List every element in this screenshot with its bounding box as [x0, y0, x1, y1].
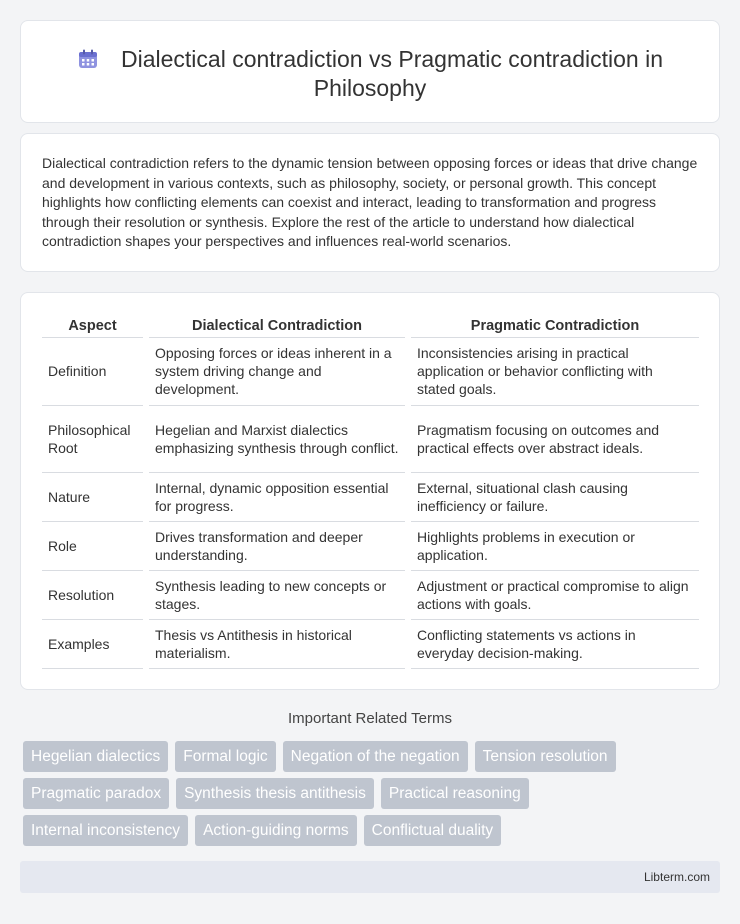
calendar-icon — [77, 48, 99, 70]
intro-card — [20, 133, 720, 272]
tag-row — [23, 778, 713, 809]
dialectical-cell: Thesis vs Antithesis in historical materialism. — [146, 619, 408, 668]
table-row — [42, 570, 699, 619]
related-terms-heading: Important Related Terms — [288, 710, 452, 727]
dialectical-cell: Drives transformation and deeper understanding. — [146, 521, 408, 570]
pragmatic-cell: Conflicting statements vs actions in everyday decision-making. — [408, 619, 699, 668]
table-header-row — [42, 315, 699, 337]
aspect-cell: Examples — [42, 619, 146, 668]
aspect-cell: Nature — [42, 472, 146, 521]
dialectical-cell: Hegelian and Marxist dialectics emphasizing synthesis through conflict. — [146, 405, 408, 472]
column-header-aspect: Aspect — [42, 315, 146, 337]
tag-negation-of-the-negation[interactable]: Negation of the negation — [283, 741, 468, 772]
dialectical-cell: Internal, dynamic opposition essential for progress. — [146, 472, 408, 521]
aspect-cell: Definition — [42, 337, 146, 405]
pragmatic-cell: Pragmatism focusing on outcomes and practical effects over abstract ideals. — [408, 405, 699, 472]
tag-hegelian-dialectics[interactable]: Hegelian dialectics — [23, 741, 168, 772]
aspect-cell: Philosophical Root — [42, 405, 146, 472]
tag-pragmatic-paradox[interactable]: Pragmatic paradox — [23, 778, 169, 809]
dialectical-cell: Synthesis leading to new concepts or stages. — [146, 570, 408, 619]
dialectical-cell: Opposing forces or ideas inherent in a system driving change and development. — [146, 337, 408, 405]
page-title — [21, 45, 719, 103]
pragmatic-cell: Adjustment or practical compromise to align actions with goals. — [408, 570, 699, 619]
aspect-cell: Role — [42, 521, 146, 570]
comparison-table — [42, 315, 699, 669]
column-header-pragmatic: Pragmatic Contradiction — [408, 315, 699, 337]
tag-synthesis-thesis-antithesis[interactable]: Synthesis thesis antithesis — [176, 778, 374, 809]
pragmatic-cell: Inconsistencies arising in practical application or behavior conflicting with stated goals. — [408, 337, 699, 405]
tag-internal-inconsistency[interactable]: Internal inconsistency — [23, 815, 188, 846]
title-card — [20, 20, 720, 123]
intro-paragraph: Dialectical contradiction refers to the dynamic tension between opposing forces or ideas that drive change and development in various contexts, such as philosophy, society, or personal growth. This concept highlights how conflicting elements can coexist and interact, leading to transformation and progress through their resolution or synthesis. Explore the rest of the article to understand how dialectical contradiction shapes your perspectives and influences real-world scenarios. — [42, 155, 698, 250]
table-row — [42, 405, 699, 472]
tag-row — [23, 815, 713, 846]
table-row — [42, 337, 699, 405]
table-row — [42, 619, 699, 668]
tag-row — [23, 741, 713, 772]
footer-bar — [20, 861, 720, 893]
page-title-text: Dialectical contradiction vs Pragmatic contradiction in Philosophy — [120, 46, 664, 101]
column-header-dialectical: Dialectical Contradiction — [146, 315, 408, 337]
aspect-cell: Resolution — [42, 570, 146, 619]
tag-formal-logic[interactable]: Formal logic — [175, 741, 275, 772]
tag-tension-resolution[interactable]: Tension resolution — [475, 741, 616, 772]
table-row — [42, 472, 699, 521]
related-terms-list — [23, 741, 713, 852]
table-row — [42, 521, 699, 570]
tag-practical-reasoning[interactable]: Practical reasoning — [381, 778, 529, 809]
footer-site-link[interactable]: Libterm.com — [643, 870, 710, 884]
tag-conflictual-duality[interactable]: Conflictual duality — [364, 815, 501, 846]
pragmatic-cell: Highlights problems in execution or application. — [408, 521, 699, 570]
pragmatic-cell: External, situational clash causing inefficiency or failure. — [408, 472, 699, 521]
comparison-card — [20, 292, 720, 690]
tag-action-guiding-norms[interactable]: Action-guiding norms — [195, 815, 357, 846]
